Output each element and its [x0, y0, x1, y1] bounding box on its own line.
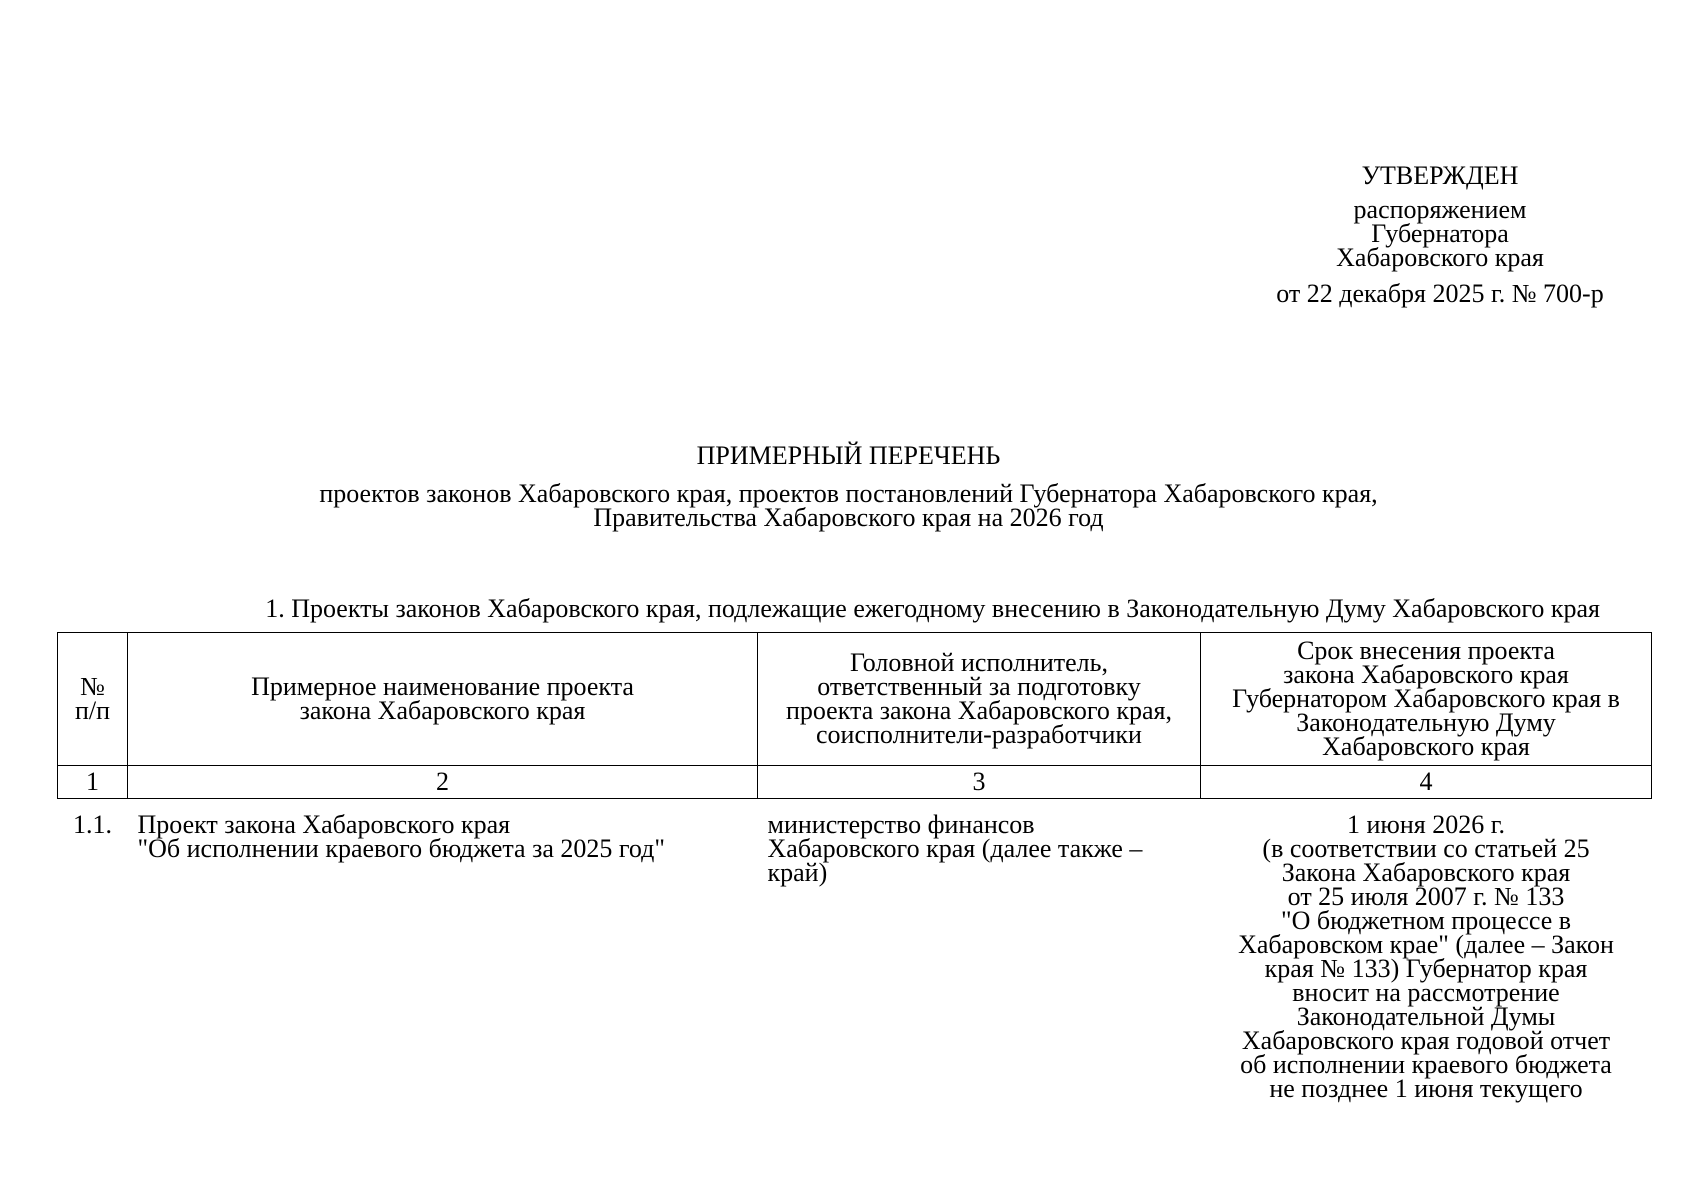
- header-cell-deadline: Срок внесения проекта закона Хабаровского края Губернатором Хабаровского края в Законодательную Думу Хабаровского края: [1201, 633, 1652, 766]
- row-executor: министерство финансов Хабаровского края (далее также – край): [767, 810, 1143, 887]
- approval-line: распоряжением: [1353, 195, 1527, 224]
- header-cell-executor: Головной исполнитель, ответственный за подготовку проекта закона Хабаровского края, соисполнители-разработчики: [758, 633, 1201, 766]
- column-number-cell: 1: [58, 766, 128, 799]
- section-1-title: 1. Проекты законов Хабаровского края, подлежащие ежегодному внесению в Законодательную Думу Хабаровского края: [265, 594, 1600, 623]
- row-deadline: 1 июня 2026 г. (в соответствии со статьей 25 Закона Хабаровского края от 25 июля 2007 г. № 133 "О бюджетном процессе в Хабаровском крае" (далее – Закон края № 133) Губернатор края вносит на рассмотрение Законодательной Думы Хабаровского края годовой отчет об исполнении краевого бюджета не позднее 1 июня текущего: [1238, 810, 1614, 1103]
- approval-stamp: [1200, 161, 1680, 308]
- approval-line: Хабаровского края: [1336, 243, 1544, 272]
- column-number-cell: 2: [128, 766, 758, 799]
- row-law-name: Проект закона Хабаровского края "Об исполнении краевого бюджета за 2025 год": [137, 810, 666, 863]
- column-number-cell: 3: [758, 766, 1201, 799]
- document-subtitle-line-2: Правительства Хабаровского края на 2026 год: [593, 503, 1104, 532]
- column-number-cell: 4: [1201, 766, 1652, 799]
- document-title: [60, 441, 1637, 532]
- plan-table: [57, 632, 1652, 1101]
- approval-date: от 22 декабря 2025 г. № 700-р: [1276, 279, 1604, 308]
- header-cell-name: Примерное наименование проекта закона Хабаровского края: [128, 633, 758, 766]
- table-header-row: [58, 633, 1652, 766]
- row-number: 1.1.: [73, 810, 112, 839]
- column-number-row: [58, 766, 1652, 799]
- approval-line: Губернатора: [1371, 219, 1509, 248]
- approval-heading: УТВЕРЖДЕН: [1361, 161, 1519, 190]
- header-cell-number: № п/п: [58, 633, 128, 766]
- document-title-main: ПРИМЕРНЫЙ ПЕРЕЧЕНЬ: [696, 441, 1001, 470]
- table-row: [58, 813, 1652, 1101]
- document-subtitle-line-1: проектов законов Хабаровского края, проектов постановлений Губернатора Хабаровского края,: [319, 479, 1378, 508]
